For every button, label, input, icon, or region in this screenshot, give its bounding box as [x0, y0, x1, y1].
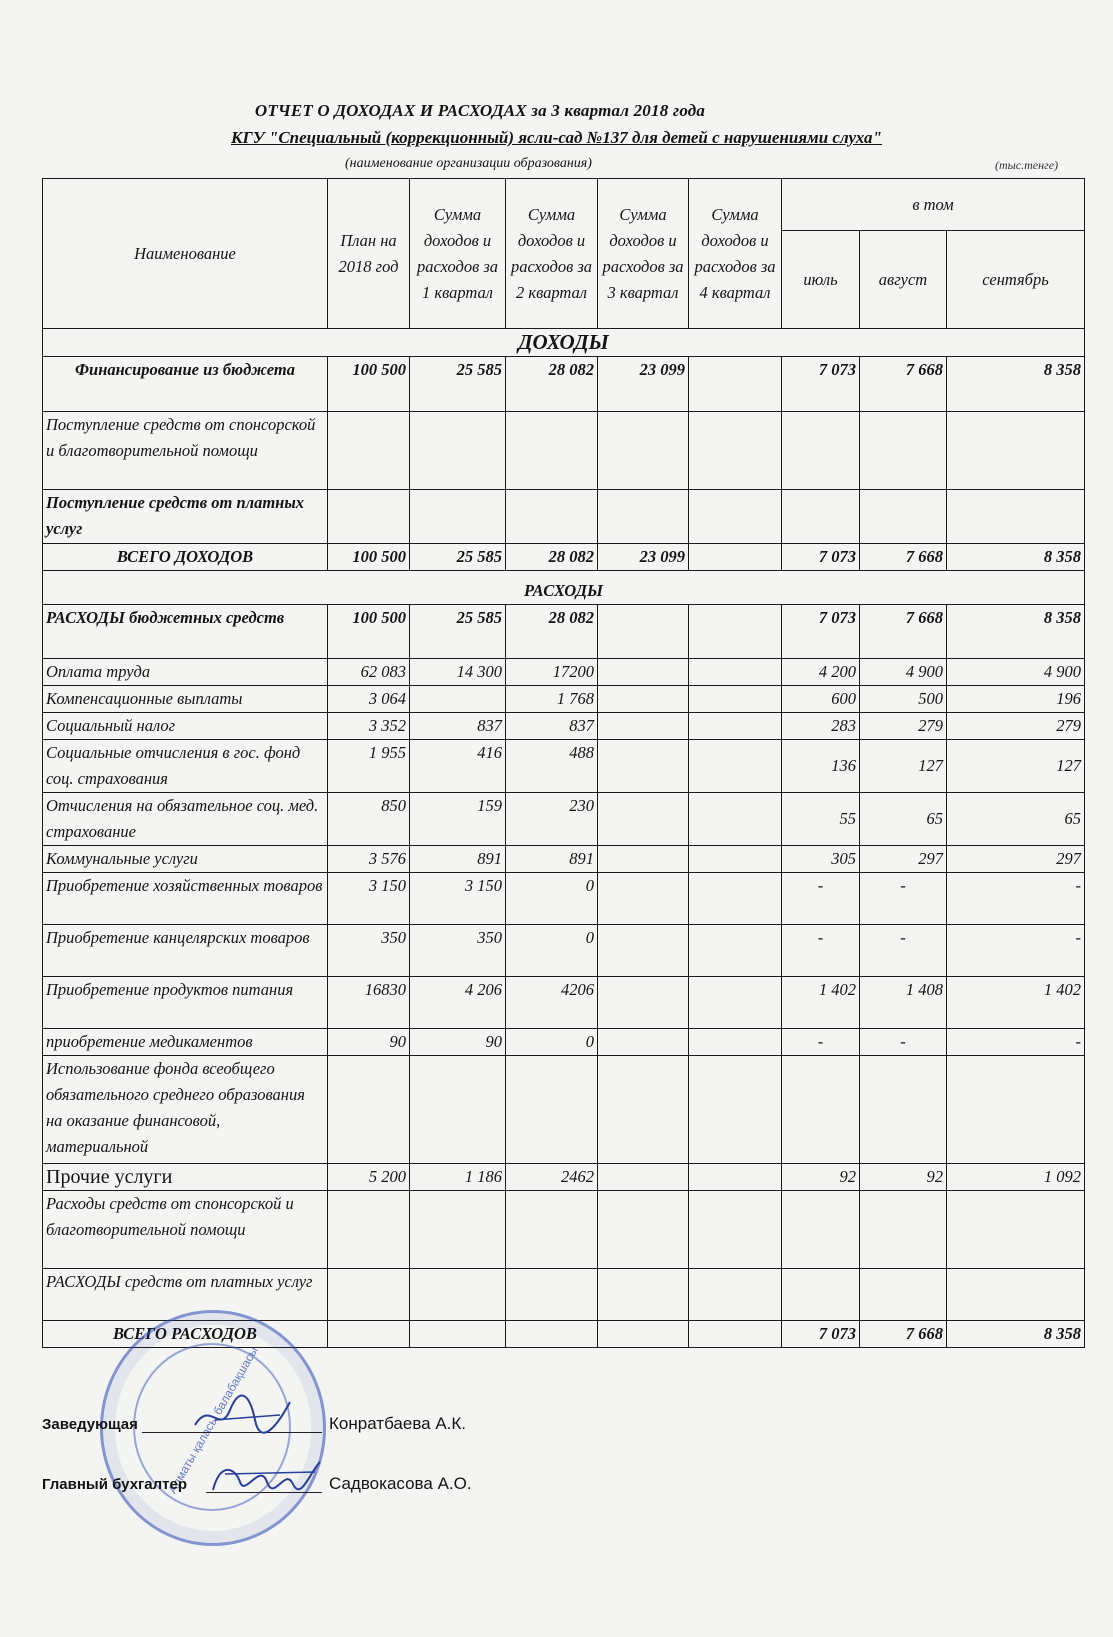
table-row: [43, 1164, 1085, 1191]
col-july-header: июль: [782, 231, 860, 329]
cell-q3: 23 099: [598, 544, 689, 571]
col-name-header: Наименование: [43, 179, 328, 329]
cell-august: 500: [860, 686, 947, 713]
cell-q1: 837: [410, 713, 506, 740]
cell-q1: 4 206: [410, 977, 506, 1029]
cell-plan: 3 352: [328, 713, 410, 740]
table-row: [43, 1191, 1085, 1269]
cell-plan: 3 150: [328, 873, 410, 925]
table-row: [43, 686, 1085, 713]
cell-september: 8 358: [947, 1321, 1085, 1348]
cell-august: 1 408: [860, 977, 947, 1029]
cell-august: 7 668: [860, 605, 947, 659]
cell-september: 279: [947, 713, 1085, 740]
cell-september: 4 900: [947, 659, 1085, 686]
cell-july: 7 073: [782, 605, 860, 659]
cell-q1: 25 585: [410, 605, 506, 659]
cell-august: 4 900: [860, 659, 947, 686]
cell-september: 127: [947, 740, 1085, 793]
cell-september: 8 358: [947, 605, 1085, 659]
row-label: Приобретение хозяйственных товаров: [43, 873, 328, 925]
cell-september: 196: [947, 686, 1085, 713]
cell-q1: 14 300: [410, 659, 506, 686]
cell-july: 92: [782, 1164, 860, 1191]
cell-q1: 159: [410, 793, 506, 846]
table-row: [43, 740, 1085, 793]
row-label: ВСЕГО РАСХОДОВ: [43, 1321, 328, 1348]
cell-august: 297: [860, 846, 947, 873]
cell-september: 65: [947, 793, 1085, 846]
table-row: [43, 1056, 1085, 1164]
row-label: Поступление средств от спонсорской и благотворительной помощи: [43, 412, 328, 490]
cell-q1: 90: [410, 1029, 506, 1056]
cell-q1: 25 585: [410, 544, 506, 571]
cell-august: -: [860, 925, 947, 977]
cell-q2: 891: [506, 846, 598, 873]
cell-q1: 350: [410, 925, 506, 977]
row-label: Прочие услуги: [43, 1164, 328, 1191]
cell-september: -: [947, 925, 1085, 977]
cell-july: 4 200: [782, 659, 860, 686]
row-label: Социальные отчисления в гос. фонд соц. страхования: [43, 740, 328, 793]
table-row: [43, 490, 1085, 544]
row-label: Компенсационные выплаты: [43, 686, 328, 713]
cell-q2: 28 082: [506, 357, 598, 412]
cell-q2: 4206: [506, 977, 598, 1029]
cell-q1: 1 186: [410, 1164, 506, 1191]
organization-caption: (наименование организации образования): [345, 156, 592, 171]
cell-july: 55: [782, 793, 860, 846]
cell-plan: 3 064: [328, 686, 410, 713]
cell-q2: 230: [506, 793, 598, 846]
row-label: РАСХОДЫ средств от платных услуг: [43, 1269, 328, 1321]
col-in-that-header: в том: [782, 179, 1085, 231]
table-row: [43, 873, 1085, 925]
cell-plan: 100 500: [328, 544, 410, 571]
cell-september: -: [947, 1029, 1085, 1056]
table-row: [43, 1029, 1085, 1056]
table-row: [43, 605, 1085, 659]
cell-july: 600: [782, 686, 860, 713]
col-september-header: сентябрь: [947, 231, 1085, 329]
table-row: [43, 977, 1085, 1029]
cell-september: 8 358: [947, 357, 1085, 412]
cell-q2: 0: [506, 925, 598, 977]
cell-q2: 0: [506, 1029, 598, 1056]
col-plan-header: План на 2018 год: [328, 179, 410, 329]
head-name: Конратбаева А.К.: [329, 1414, 467, 1433]
section-expense: РАСХОДЫ: [43, 571, 1085, 605]
row-label: приобретение медикаментов: [43, 1029, 328, 1056]
col-q3-header: Сумма доходов и расходов за 3 квартал: [598, 179, 689, 329]
row-label: Финансирование из бюджета: [43, 357, 328, 412]
cell-july: 283: [782, 713, 860, 740]
cell-q2: 2462: [506, 1164, 598, 1191]
table-row: [43, 713, 1085, 740]
cell-august: 127: [860, 740, 947, 793]
cell-plan: 62 083: [328, 659, 410, 686]
organization-title: КГУ "Специальный (коррекционный) ясли-сад №137 для детей с нарушениями слуха": [231, 128, 882, 147]
table-row: [43, 544, 1085, 571]
table-row: [43, 412, 1085, 490]
col-august-header: август: [860, 231, 947, 329]
accountant-name: Садвокасова А.О.: [329, 1474, 472, 1493]
cell-plan: 90: [328, 1029, 410, 1056]
row-label: Приобретение продуктов питания: [43, 977, 328, 1029]
cell-q2: 0: [506, 873, 598, 925]
cell-plan: 100 500: [328, 357, 410, 412]
row-label: Коммунальные услуги: [43, 846, 328, 873]
cell-q2: 28 082: [506, 544, 598, 571]
row-label: Социальный налог: [43, 713, 328, 740]
cell-august: 7 668: [860, 544, 947, 571]
header-row: [43, 179, 1085, 231]
row-label: Отчисления на обязательное соц. мед. страхование: [43, 793, 328, 846]
report-title: ОТЧЕТ О ДОХОДАХ И РАСХОДАХ за 3 квартал 2018 года: [254, 101, 706, 120]
cell-september: 297: [947, 846, 1085, 873]
cell-q1: 3 150: [410, 873, 506, 925]
cell-august: 65: [860, 793, 947, 846]
head-label: Заведующая: [42, 1416, 138, 1433]
cell-q2: 1 768: [506, 686, 598, 713]
cell-july: 305: [782, 846, 860, 873]
cell-plan: 3 576: [328, 846, 410, 873]
row-label: Оплата труда: [43, 659, 328, 686]
cell-july: -: [782, 873, 860, 925]
section-row-income: [43, 329, 1085, 357]
cell-september: 1 092: [947, 1164, 1085, 1191]
cell-q3: 23 099: [598, 357, 689, 412]
table-row: [43, 846, 1085, 873]
cell-q4: [689, 357, 782, 412]
cell-q4: [689, 544, 782, 571]
stamp-text: Алматы қаласы балабақшасы: [165, 1344, 261, 1496]
cell-july: 1 402: [782, 977, 860, 1029]
cell-q1: 416: [410, 740, 506, 793]
cell-plan: 16830: [328, 977, 410, 1029]
cell-q2: 17200: [506, 659, 598, 686]
unit-caption: (тыс.тенге): [995, 158, 1059, 172]
cell-q1: 25 585: [410, 357, 506, 412]
table-row: [43, 357, 1085, 412]
section-row-expense: [43, 571, 1085, 605]
cell-august: 7 668: [860, 1321, 947, 1348]
cell-q1: [410, 686, 506, 713]
cell-august: 92: [860, 1164, 947, 1191]
cell-plan: 350: [328, 925, 410, 977]
row-label: Поступление средств от платных услуг: [43, 490, 328, 544]
cell-september: 8 358: [947, 544, 1085, 571]
cell-august: 7 668: [860, 357, 947, 412]
cell-plan: 5 200: [328, 1164, 410, 1191]
cell-q2: 837: [506, 713, 598, 740]
cell-plan: 100 500: [328, 605, 410, 659]
accountant-signature-icon: [205, 1452, 325, 1502]
cell-july: -: [782, 1029, 860, 1056]
col-q2-header: Сумма доходов и расходов за 2 квартал: [506, 179, 598, 329]
cell-plan: 1 955: [328, 740, 410, 793]
cell-july: -: [782, 925, 860, 977]
row-label: Использование фонда всеобщего обязательного среднего образования на оказание финансовой, материальной: [43, 1056, 328, 1164]
cell-august: -: [860, 873, 947, 925]
table-row: [43, 793, 1085, 846]
row-label: РАСХОДЫ бюджетных средств: [43, 605, 328, 659]
cell-september: 1 402: [947, 977, 1085, 1029]
table-row: [43, 659, 1085, 686]
row-label: Приобретение канцелярских товаров: [43, 925, 328, 977]
report-table: [42, 178, 1085, 1348]
cell-august: 279: [860, 713, 947, 740]
cell-august: -: [860, 1029, 947, 1056]
head-signature-icon: [190, 1390, 300, 1440]
row-label: Расходы средств от спонсорской и благотворительной помощи: [43, 1191, 328, 1269]
cell-july: 7 073: [782, 1321, 860, 1348]
cell-q2: 488: [506, 740, 598, 793]
table-row: [43, 925, 1085, 977]
col-q4-header: Сумма доходов и расходов за 4 квартал: [689, 179, 782, 329]
cell-july: 136: [782, 740, 860, 793]
col-q1-header: Сумма доходов и расходов за 1 квартал: [410, 179, 506, 329]
cell-september: -: [947, 873, 1085, 925]
accountant-label: Главный бухгалтер: [42, 1476, 188, 1493]
cell-q1: 891: [410, 846, 506, 873]
row-label: ВСЕГО ДОХОДОВ: [43, 544, 328, 571]
cell-plan: 850: [328, 793, 410, 846]
cell-q2: 28 082: [506, 605, 598, 659]
cell-july: 7 073: [782, 544, 860, 571]
cell-july: 7 073: [782, 357, 860, 412]
section-income: ДОХОДЫ: [43, 329, 1085, 357]
